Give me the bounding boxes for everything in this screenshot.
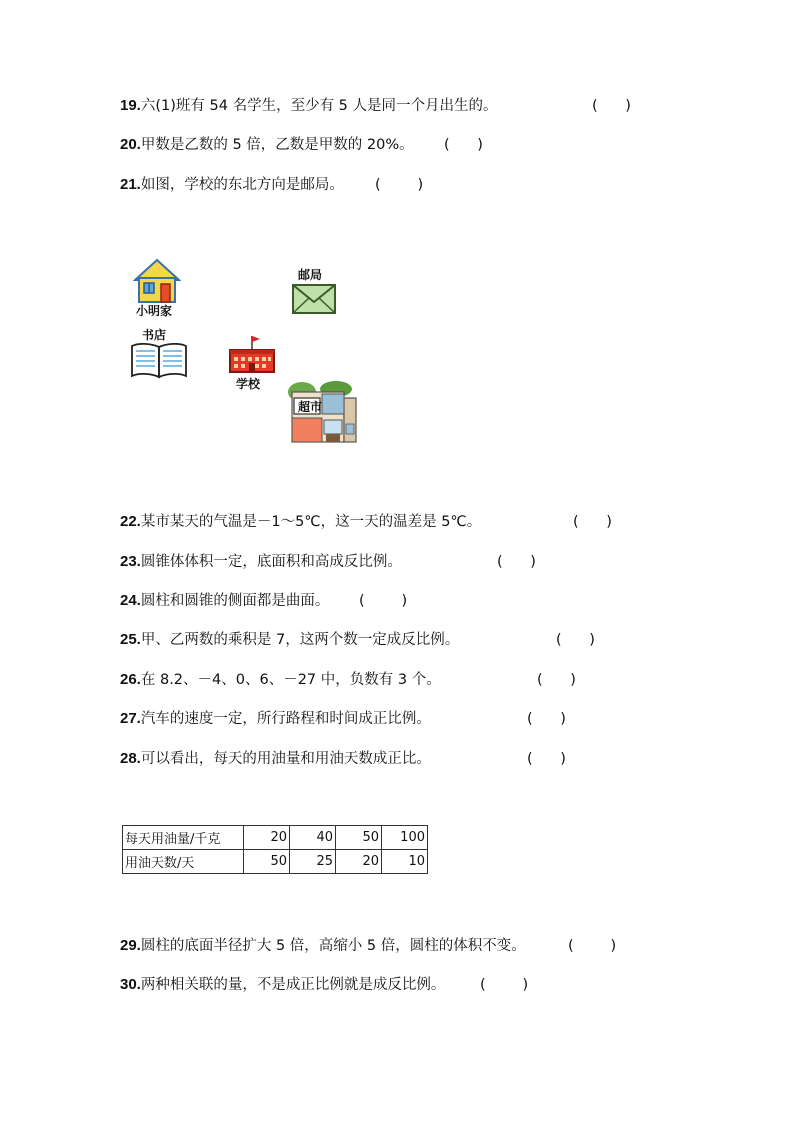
table-cell: 10 xyxy=(382,850,428,874)
answer-parentheses[interactable]: ( ) xyxy=(375,177,424,193)
question-text: 汽车的速度一定，所行路程和时间成正比例。 xyxy=(140,711,431,727)
book-icon xyxy=(130,343,188,383)
question-number: 21. xyxy=(120,176,141,193)
question-27 xyxy=(120,709,431,729)
question-number: 22. xyxy=(120,513,141,530)
table-cell: 20 xyxy=(336,850,382,874)
question-number: 30. xyxy=(120,976,141,993)
answer-parentheses[interactable]: ( ) xyxy=(573,514,612,530)
table-cell: 50 xyxy=(244,850,290,874)
table-row xyxy=(123,850,428,874)
question-text: 圆锥体体积一定，底面积和高成反比例。 xyxy=(140,554,402,570)
answer-parentheses[interactable]: ( ) xyxy=(568,938,617,954)
row-header: 每天用油量/千克 xyxy=(123,826,244,850)
fuel-table xyxy=(122,825,428,874)
house-icon xyxy=(133,258,181,308)
table-cell: 40 xyxy=(290,826,336,850)
school-icon xyxy=(228,334,276,380)
answer-parentheses[interactable]: ( ) xyxy=(444,137,483,153)
answer-parentheses[interactable]: ( ) xyxy=(527,711,566,727)
question-23 xyxy=(120,552,402,572)
question-text: 甲数是乙数的 5 倍，乙数是甲数的 20%。 xyxy=(140,137,414,153)
question-text: 如图，学校的东北方向是邮局。 xyxy=(140,177,344,193)
question-30 xyxy=(120,975,445,995)
question-29 xyxy=(120,936,526,956)
question-text: 在 8.2、－4、0、6、－27 中，负数有 3 个。 xyxy=(140,672,441,688)
question-26 xyxy=(120,670,441,690)
question-text: 两种相关联的量，不是成正比例就是成反比例。 xyxy=(140,977,446,993)
question-text: 六(1)班有 54 名学生，至少有 5 人是同一个月出生的。 xyxy=(140,98,498,114)
question-24 xyxy=(120,591,329,611)
question-22 xyxy=(120,512,481,532)
question-number: 28. xyxy=(120,750,141,767)
question-number: 19. xyxy=(120,97,141,114)
question-28 xyxy=(120,749,431,769)
question-number: 23. xyxy=(120,553,141,570)
row-header: 用油天数/天 xyxy=(123,850,244,874)
question-19 xyxy=(120,96,498,116)
question-21 xyxy=(120,175,344,195)
answer-parentheses[interactable]: ( ) xyxy=(527,751,566,767)
question-20 xyxy=(120,135,414,155)
question-number: 25. xyxy=(120,631,141,648)
table-cell: 25 xyxy=(290,850,336,874)
question-text: 可以看出，每天的用油量和用油天数成正比。 xyxy=(140,751,431,767)
answer-parentheses[interactable]: ( ) xyxy=(556,632,595,648)
table-cell: 100 xyxy=(382,826,428,850)
answer-parentheses[interactable]: ( ) xyxy=(480,977,529,993)
question-number: 27. xyxy=(120,710,141,727)
answer-parentheses[interactable]: ( ) xyxy=(592,98,631,114)
post-office-label: 邮局 xyxy=(298,268,323,282)
answer-parentheses[interactable]: ( ) xyxy=(537,672,576,688)
question-text: 甲、乙两数的乘积是 7，这两个数一定成反比例。 xyxy=(140,632,460,648)
question-text: 圆柱和圆锥的侧面都是曲面。 xyxy=(140,593,330,609)
question-text: 圆柱的底面半径扩大 5 倍，高缩小 5 倍，圆柱的体积不变。 xyxy=(140,938,526,954)
envelope-icon xyxy=(292,284,336,318)
bookstore-label: 书店 xyxy=(142,328,167,342)
answer-parentheses[interactable]: ( ) xyxy=(359,593,408,609)
table-cell: 50 xyxy=(336,826,382,850)
supermarket-icon xyxy=(286,380,360,450)
question-number: 24. xyxy=(120,592,141,609)
question-text: 某市某天的气温是－1～5℃，这一天的温差是 5℃。 xyxy=(140,514,482,530)
question-25 xyxy=(120,630,459,650)
question-number: 26. xyxy=(120,671,141,688)
school-label: 学校 xyxy=(236,377,261,391)
home-label: 小明家 xyxy=(136,304,173,318)
question-number: 29. xyxy=(120,937,141,954)
supermarket-label: 超市 xyxy=(298,400,323,414)
answer-parentheses[interactable]: ( ) xyxy=(497,554,536,570)
question-number: 20. xyxy=(120,136,141,153)
table-row xyxy=(123,826,428,850)
table-cell: 20 xyxy=(244,826,290,850)
